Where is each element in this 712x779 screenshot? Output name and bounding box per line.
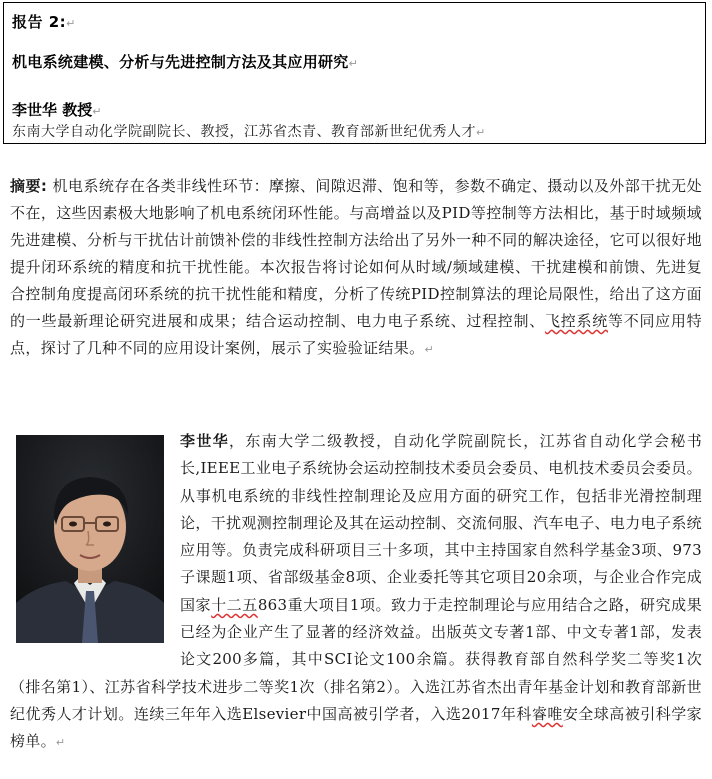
abstract-text: 机电系统存在各类非线性环节：摩擦、间隙迟滞、饱和等，参数不确定、摄动以及外部干扰无处不在，这些因素极大地影响了机电系统闭环性能。与高增益以及PID等控制等方法相比，基于时域频域先进建模、分析与干扰估计前馈补偿的非线性控制方法给出了另外一种不同的解决途径，它可以很好地提升闭环系统的精度和抗干扰性能。本次报告将讨论如何从时域/频域建模、干扰建模和前馈、先进复合控制角度提高闭环系统的抗干扰性能和精度，分析了传统PID控制算法的理论局限性，给出了这方面的一些最新理论研究进展和成果；结合运动控制、电力电子系统、过程控制、 bbox=[10, 177, 702, 330]
report-header-box bbox=[3, 2, 706, 144]
bio-text-3: 安全球高被引科学家榜单。 bbox=[10, 704, 702, 751]
abstract-flagged-term: 飞控系统 bbox=[545, 312, 608, 330]
report-title: 机电系统建模、分析与先进控制方法及其应用研究↵ bbox=[12, 53, 359, 71]
report-number: 报告 2:↵ bbox=[12, 13, 76, 31]
abstract-paragraph: 摘要: 机电系统存在各类非线性环节：摩擦、间隙迟滞、饱和等，参数不确定、摄动以及外部干扰无处不在，这些因素极大地影响了机电系统闭环性能。与高增益以及PID等控制等方法相比，基于时域频域先进建模、分析与干扰估计前馈补偿的非线性控制方法给出了另外一种不同的解决途径，它可以很好地提升闭环系统的精度和抗干扰性能。本次报告将讨论如何从时域/频域建模、干扰建模和前馈、先进复合控制角度提高闭环系统的抗干扰性能和精度，分析了传统PID控制算法的理论局限性，给出了这方面的一些最新理论研究进展和成果；结合运动控制、电力电子系统、过程控制、飞控系统等不同应用特点，探讨了几种不同的应用设计案例，展示了实验验证结果。↵ bbox=[10, 177, 702, 357]
speaker-biography: 李世华，东南大学二级教授，自动化学院副院长，江苏省自动化学会秘书长,IEEE工业电子系统协会运动控制技术委员会委员、电机技术委员会委员。从事机电系统的非线性控制理论及应用方面的研究工作，包括非光滑控制理论，干扰观测控制理论及其在运动控制、交流伺服、汽车电子、电力电子系统应用等。负责完成科研项目三十多项，其中主持国家自然科学基金3项、973子课题1项、省部级基金8项、企业委托等其它项目20余项，与企业合作完成国家十二五863重大项目1项。致力于走控制理论与应用结合之路，研究成果已经为企业产生了显著的经济效益。出版英文专著1部、中文专著1部，发表论文200多篇，其中SCI论文100余篇。获得教育部自然科学奖二等奖1次（排名第1）、江苏省科学技术进步二等奖1次（排名第2）。入选江苏省杰出青年基金计划和教育部新世纪优秀人才计划。连续三年年入选Elsevier中国高被引学者，入选2017年科睿唯安全球高被引科学家榜单。↵ bbox=[10, 428, 702, 757]
bio-flagged-term-2: 睿唯 bbox=[531, 704, 563, 723]
bio-text-2: 863重大项目1项。致力于走控制理论与应用结合之路，研究成果已经为企业产生了显著的经济效益。出版英文专著1部、中文专著1部，发表论文200多篇，其中SCI论文100余篇。获得教育部自然科学奖二等奖1次（排名第1）、江苏省科学技术进步二等奖1次（排名第2）。入选江苏省杰出青年基金计划和教育部新世纪优秀人才计划。连续三年年入选Elsevier中国高被引学者，入选2017年科 bbox=[10, 595, 702, 723]
bio-flagged-term-1: 十二五 bbox=[211, 595, 258, 614]
abstract-text-end: 等不同应用特点，探讨了几种不同的应用设计案例，展示了实验验证结果。 bbox=[10, 312, 702, 357]
abstract-label: 摘要: bbox=[10, 177, 48, 195]
bio-text-1: ，东南大学二级教授，自动化学院副院长，江苏省自动化学会秘书长,IEEE工业电子系统协会运动控制技术委员会委员、电机技术委员会委员。从事机电系统的非线性控制理论及应用方面的研究工作，包括非光滑控制理论，干扰观测控制理论及其在运动控制、交流伺服、汽车电子、电力电子系统应用等。负责完成科研项目三十多项，其中主持国家自然科学基金3项、973子课题1项、省部级基金8项、企业委托等其它项目20余项，与企业合作完成国家 bbox=[180, 432, 703, 614]
bio-speaker-name: 李世华 bbox=[180, 432, 230, 450]
photo-float-spacer bbox=[10, 428, 180, 648]
speaker-name: 李世华 教授↵ bbox=[12, 101, 102, 119]
speaker-affiliation: 东南大学自动化学院副院长、教授，江苏省杰青、教育部新世纪优秀人才↵ bbox=[12, 124, 486, 140]
